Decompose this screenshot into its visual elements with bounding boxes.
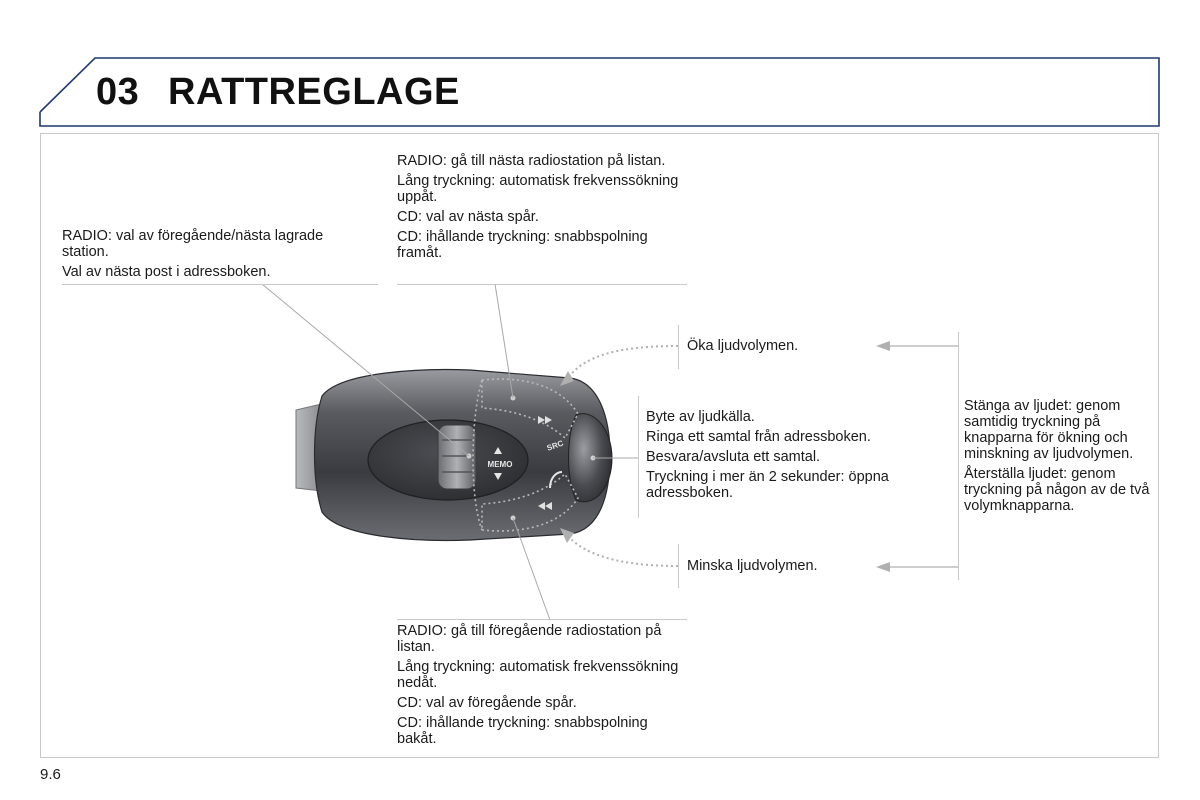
chapter-number: 03 xyxy=(96,71,140,113)
callout-right-line: Stänga av ljudet: genom samtidig tryckning på knapparna för ökning och minskning av ljudvolymen. xyxy=(964,398,1134,462)
rule-right xyxy=(958,332,959,580)
callout-vol-up-line: Öka ljudvolymen. xyxy=(687,338,799,354)
callout-top xyxy=(397,153,682,265)
rule-vol-down xyxy=(678,544,679,588)
callout-top-line: CD: val av nästa spår. xyxy=(397,209,539,225)
callout-center-line: Tryckning i mer än 2 sekunder: öppna adressboken. xyxy=(646,469,889,501)
callout-right xyxy=(964,398,1154,518)
vol-down-dotted-arrow xyxy=(568,536,678,566)
callout-center xyxy=(646,409,926,505)
page-number: 9.6 xyxy=(40,766,61,783)
rule-left-callout xyxy=(62,284,378,285)
callout-vol-down-line: Minska ljudvolymen. xyxy=(687,558,818,574)
callout-bottom-line: RADIO: gå till föregående radiostation på listan. xyxy=(397,623,662,655)
callout-left-line: Val av nästa post i adressboken. xyxy=(62,264,271,280)
callout-left-line: RADIO: val av föregående/nästa lagrade station. xyxy=(62,228,324,260)
memo-label: MEMO xyxy=(487,460,513,469)
callout-center-line: Ringa ett samtal från adressboken. xyxy=(646,429,871,445)
rule-vol-up xyxy=(678,325,679,369)
callout-left xyxy=(62,228,372,284)
callout-bottom-line: CD: val av föregående spår. xyxy=(397,695,577,711)
page-title: RATTREGLAGE xyxy=(168,71,460,113)
rule-center xyxy=(638,396,639,518)
callout-bottom xyxy=(397,623,682,751)
callout-vol-down xyxy=(687,558,867,578)
callout-center-line: Byte av ljudkälla. xyxy=(646,409,755,425)
rule-bottom-callout xyxy=(397,619,687,620)
callout-bottom-line: Lång tryckning: automatisk frekvenssökning nedåt. xyxy=(397,659,679,691)
callout-right-line: Återställa ljudet: genom tryckning på någon av de två volymknapparna. xyxy=(964,466,1150,514)
callout-bottom-line: CD: ihållande tryckning: snabbspolning bakåt. xyxy=(397,715,648,747)
src-label: SRC xyxy=(545,438,565,453)
callout-top-line: RADIO: gå till nästa radiostation på listan. xyxy=(397,153,666,169)
rule-top-callout xyxy=(397,284,687,285)
callout-top-line: CD: ihållande tryckning: snabbspolning framåt. xyxy=(397,229,648,261)
callout-center-line: Besvara/avsluta ett samtal. xyxy=(646,449,821,465)
callout-vol-up xyxy=(687,338,867,358)
callout-top-line: Lång tryckning: automatisk frekvenssökning uppåt. xyxy=(397,173,679,205)
vol-up-dotted-arrow xyxy=(568,346,678,378)
